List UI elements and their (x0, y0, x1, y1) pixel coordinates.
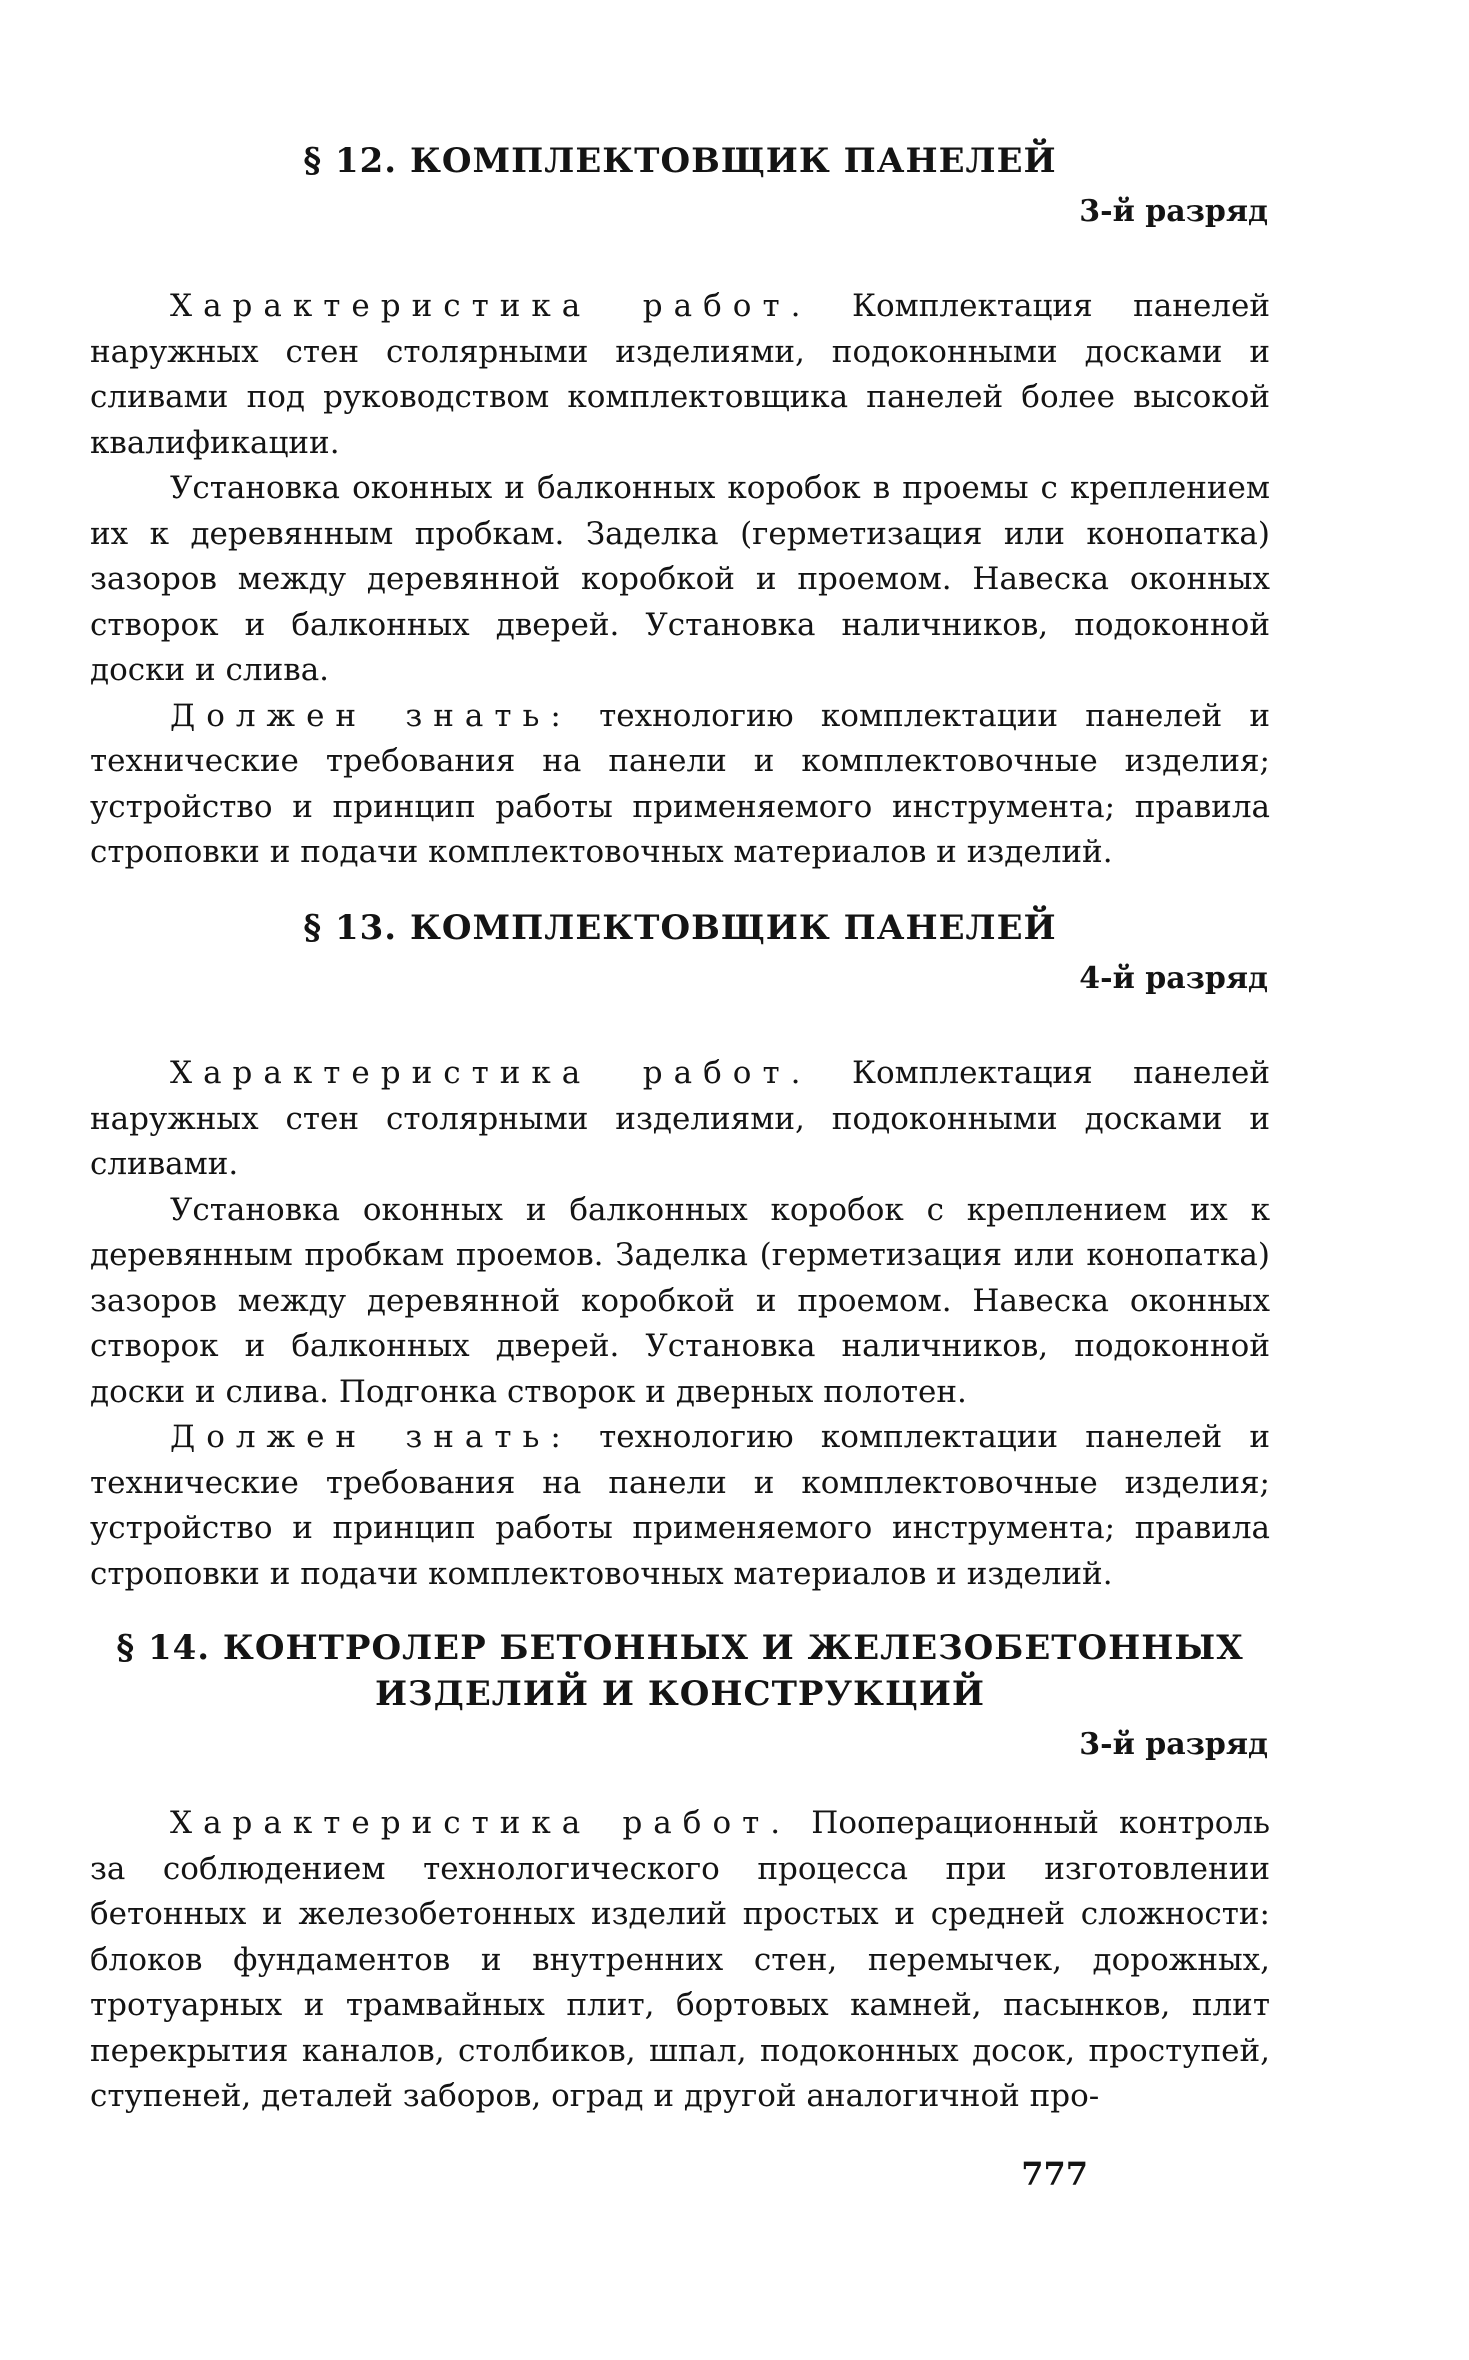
section-13-grade: 4-й разряд (1079, 961, 1268, 996)
section-14 (90, 1625, 1270, 2120)
section-12-grade: 3-й разряд (1079, 194, 1268, 229)
section-13-heading: § 13. КОМПЛЕКТОВЩИК ПАНЕЛЕЙ (303, 908, 1057, 948)
section-12-knowledge (90, 694, 1270, 876)
characteristics-lead: Характеристика работ. (170, 1055, 812, 1091)
section-12-installation: Установка оконных и балконных коробок в проемы с креплением их к деревянным пробкам. Заделка (герметизация или конопатка) зазоров между деревянной коробкой и проемом. Навеска оконных створок и балконных дверей. Установка наличников, подоконной доски и слива. (90, 470, 1270, 688)
section-12-characteristics (90, 284, 1270, 466)
knowledge-text: технологию комплектации панелей и технические требования на панели и комплектовочные изделия; устройство и принцип работы применяемого инструмента; правила строповки и подачи комплектовочных материалов и изделий. (90, 1419, 1271, 1592)
characteristics-text: Комплектация панелей наружных стен столярными изделиями, подоконными досками и сливами. (90, 1055, 1271, 1182)
characteristics-lead: Характеристика работ. (170, 1805, 792, 1841)
section-14-heading-line-1: § 14. КОНТРОЛЕР БЕТОННЫХ И ЖЕЛЕЗОБЕТОННЫХ (116, 1628, 1244, 1668)
page-number: 777 (1021, 2155, 1088, 2193)
knowledge-lead: Должен знать: (170, 1419, 572, 1455)
characteristics-lead: Характеристика работ. (170, 288, 812, 324)
section-14-heading-line-2: ИЗДЕЛИЙ И КОНСТРУКЦИЙ (374, 1674, 986, 1714)
section-12-heading: § 12. КОМПЛЕКТОВЩИК ПАНЕЛЕЙ (303, 141, 1057, 181)
knowledge-text: технологию комплектации панелей и технические требования на панели и комплектовочные изделия; устройство и принцип работы применяемого инструмента; правила строповки и подачи комплектовочных материалов и изделий. (90, 697, 1271, 870)
section-14-characteristics (90, 1801, 1270, 2120)
section-13-installation: Установка оконных и балконных коробок с креплением их к деревянным пробкам проемов. Заделка (герметизация или конопатка) зазоров между деревянной коробкой и проемом. Навеска оконных створок и балконных дверей. Установка наличников, подоконной доски и слива. Подгонка створок и дверных полотен. (90, 1191, 1270, 1410)
characteristics-text: Пооперационный контроль за соблюдением технологического процесса при изготовлении бетонных и железобетонных изделий простых и средней сложности: блоков фундаментов и внутренних стен, перемычек, дорожных, тротуарных и трамвайных плит, бортовых камней, пасынков, плит перекрытия каналов, столбиков, шпал, подоконных досок, проступей, ступеней, деталей заборов, оград и другой аналогичной про- (90, 1805, 1270, 2114)
section-13-characteristics (90, 1051, 1270, 1188)
section-12 (90, 138, 1270, 876)
knowledge-lead: Должен знать: (170, 697, 572, 734)
section-13 (90, 905, 1270, 1597)
section-14-grade: 3-й разряд (1079, 1727, 1268, 1762)
section-13-knowledge (90, 1415, 1270, 1597)
characteristics-text: Комплектация панелей наружных стен столярными изделиями, подоконными досками и сливами под руководством комплектовщика панелей более высокой квалификации. (90, 288, 1271, 461)
document-page (90, 0, 1270, 2360)
